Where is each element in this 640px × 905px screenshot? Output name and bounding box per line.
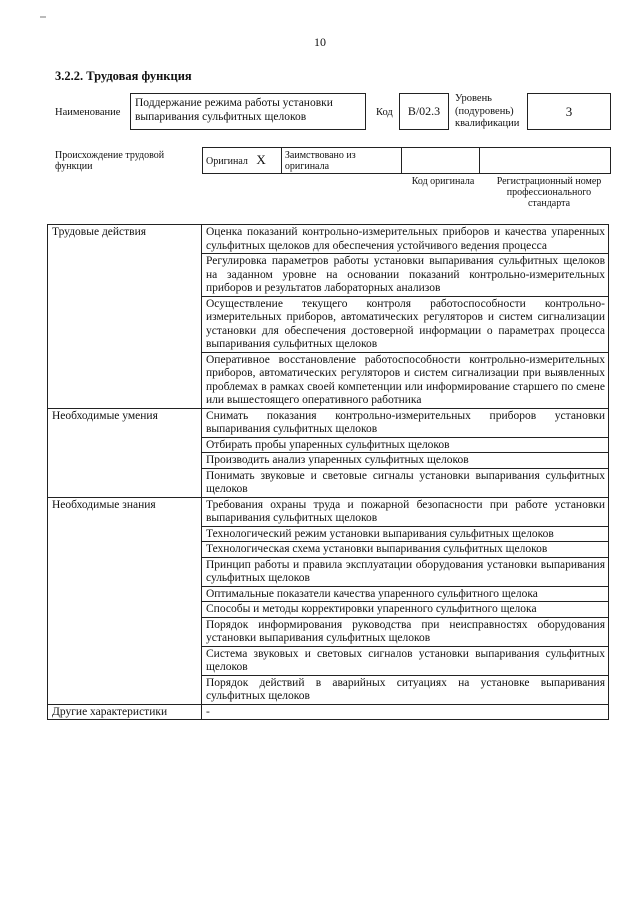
scan-mark bbox=[40, 16, 46, 18]
item-cell: Порядок действий в аварийных ситуациях на установке выпаривания сульфитных щелоков bbox=[202, 675, 609, 704]
name-label: Наименование bbox=[55, 107, 121, 118]
category-cell: Необходимые знания bbox=[48, 497, 202, 704]
code-original-label: Код оригинала bbox=[411, 176, 475, 187]
labor-function-table bbox=[47, 224, 609, 720]
original-label-cell bbox=[203, 148, 282, 174]
category-cell: Необходимые умения bbox=[48, 408, 202, 497]
item-cell: Отбирать пробы упаренных сульфитных щелоков bbox=[202, 437, 609, 453]
item-cell: Требования охраны труда и пожарной безопасности при работе установки выпаривания сульфитных щелоков bbox=[202, 497, 609, 526]
item-cell: Понимать звуковые и световые сигналы установки выпаривания сульфитных щелоков bbox=[202, 468, 609, 497]
page-number: 10 bbox=[314, 35, 326, 49]
table-row bbox=[48, 408, 609, 437]
item-cell: Порядок информирования руководства при неисправностях оборудования установки выпаривания сульфитных щелоков bbox=[202, 617, 609, 646]
item-cell: Способы и методы корректировки упаренного сульфитного щелока bbox=[202, 602, 609, 618]
code-original-cell bbox=[401, 148, 480, 174]
item-cell: Система звуковых и световых сигналов установки выпаривания сульфитных щелоков bbox=[202, 646, 609, 675]
origin-table bbox=[202, 147, 611, 174]
code-label: Код bbox=[376, 107, 393, 118]
function-name-box: Поддержание режима работы установки выпаривания сульфитных щелоков bbox=[130, 93, 366, 130]
item-cell: Технологический режим установки выпаривания сульфитных щелоков bbox=[202, 526, 609, 542]
table-row bbox=[48, 704, 609, 720]
code-value: В/02.3 bbox=[399, 93, 449, 130]
item-cell: Снимать показания контрольно-измерительных приборов установки выпаривания сульфитных щелоков bbox=[202, 408, 609, 437]
item-cell: Принцип работы и правила эксплуатации оборудования установки выпаривания сульфитных щелоков bbox=[202, 557, 609, 586]
original-label: Оригинал bbox=[206, 156, 248, 167]
borrowed-cell: Заимствовано из оригинала bbox=[281, 148, 401, 174]
item-cell: Технологическая схема установки выпаривания сульфитных щелоков bbox=[202, 542, 609, 558]
item-cell: Оптимальные показатели качества упаренного сульфитного щелока bbox=[202, 586, 609, 602]
level-label: Уровень (подуровень) квалификации bbox=[455, 93, 520, 129]
level-value: 3 bbox=[527, 93, 611, 130]
item-cell: Осуществление текущего контроля работоспособности контрольно-измерительных приборов, автоматических регуляторов и систем сигнализации установки для обеспечения достоверной информации о параметрах процесса выпаривания сульфитных щелоков bbox=[202, 296, 609, 352]
item-cell: Оперативное восстановление работоспособности контрольно-измерительных приборов, автоматических регуляторов и систем сигнализации при выявленных проблемах в рамках своей компетенции или информирование старшего по смене или вышестоящего оперативного работника bbox=[202, 352, 609, 408]
item-cell: Производить анализ упаренных сульфитных щелоков bbox=[202, 453, 609, 469]
section-title: 3.2.2. Трудовая функция bbox=[55, 69, 192, 83]
item-cell: Регулировка параметров работы установки выпаривания сульфитных щелоков на заданном уровне на основании показаний контрольно-измерительных приборов и результатов лабораторных анализов bbox=[202, 254, 609, 297]
category-cell: Трудовые действия bbox=[48, 225, 202, 409]
item-cell: Оценка показаний контрольно-измерительных приборов и качества упаренных сульфитных щелоков для обеспечения устойчивого ведения процесса bbox=[202, 225, 609, 254]
table-row bbox=[48, 497, 609, 526]
category-cell: Другие характеристики bbox=[48, 704, 202, 720]
table-row bbox=[48, 225, 609, 254]
reg-number-label: Регистрационный номер профессионального стандарта bbox=[496, 176, 602, 209]
original-mark: X bbox=[256, 152, 266, 167]
origin-label: Происхождение трудовой функции bbox=[55, 150, 165, 172]
reg-number-cell bbox=[480, 148, 611, 174]
item-cell: - bbox=[202, 704, 609, 720]
